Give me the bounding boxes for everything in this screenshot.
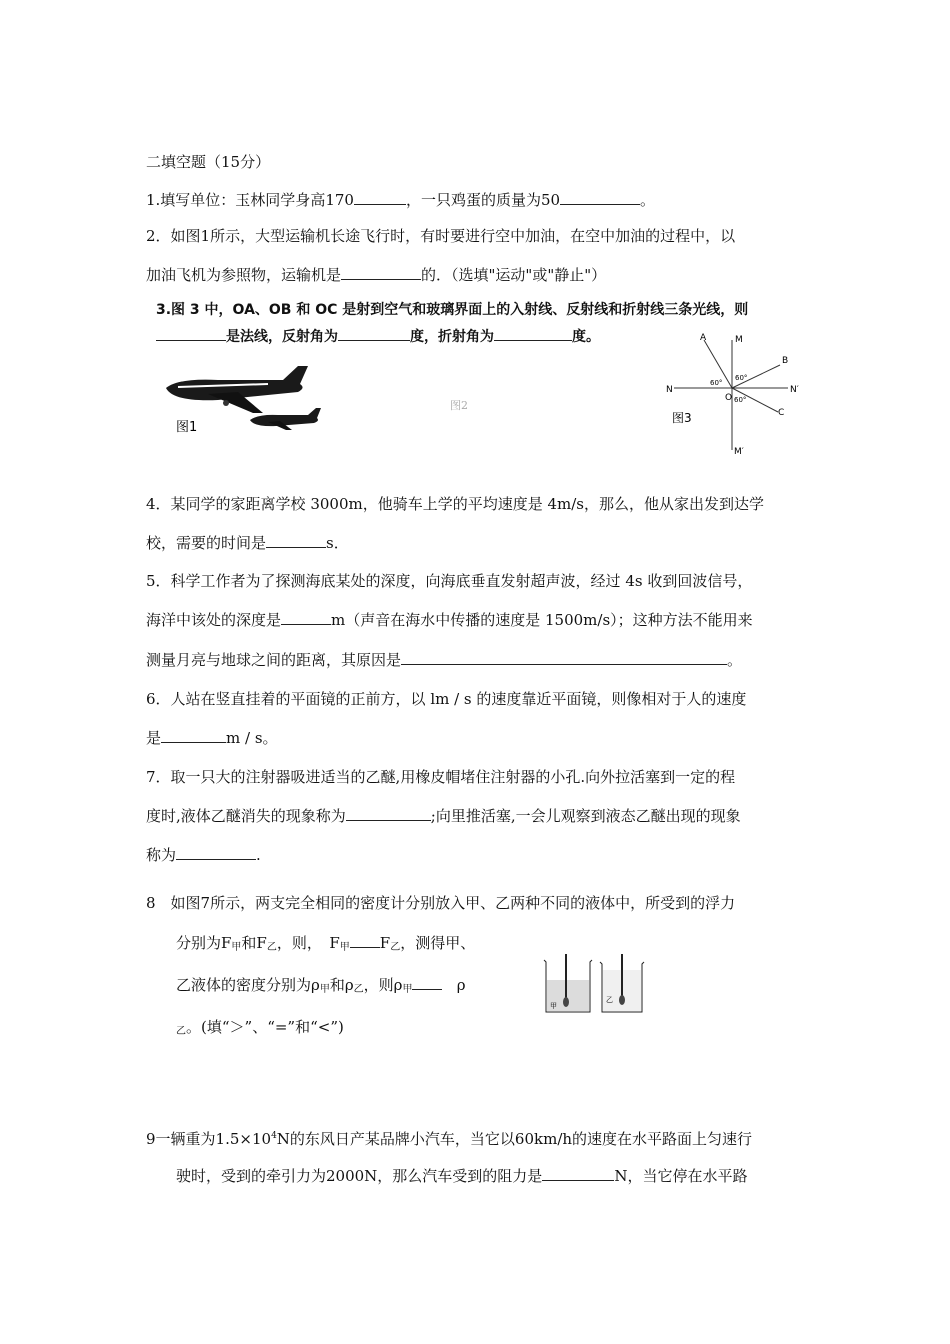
- answer-blank[interactable]: [412, 975, 442, 990]
- question-2-line-1: 2．如图1所示，大型运输机长途飞行时，有时要进行空中加油，在空中加油的过程中，以: [146, 227, 736, 245]
- question-9-line-1: 9一辆重为$1.5\times 10^4N$的东风日产某品牌小汽车，当它以60km/h的速度在水平路面上匀速行: [146, 1130, 753, 1148]
- question-8-line-1: 8 如图7所示，两支完全相同的密度计分别放入甲、乙两种不同的液体中，所受到的浮力: [146, 894, 736, 912]
- question-3-line-1: 3.图 3 中，OA、OB 和 OC 是射到空气和玻璃界面上的入射线、反射线和折射线三条光线，则: [156, 302, 749, 318]
- svg-text:A: A: [700, 333, 707, 343]
- question-1: 1.填写单位：玉林同学身高170 ，一只鸡蛋的质量为50 。: [146, 191, 656, 209]
- question-8-line-4: $_乙$。(填“＞”、“=”和“<”): [176, 1018, 344, 1037]
- answer-blank[interactable]: [176, 845, 256, 860]
- figure-3-label: 图3: [672, 411, 692, 425]
- svg-text:O: O: [725, 393, 733, 403]
- answer-blank[interactable]: [494, 326, 572, 341]
- section-title: 二填空题（15分）: [146, 153, 271, 171]
- question-2-line-2: 加油飞机为参照物，运输机是 的．（选填"运动"或"静止"）: [146, 266, 607, 284]
- question-8-line-3: 乙液体的密度分别为$\rho_甲$和$\rho_乙$，则$\rho_甲$ ρ: [176, 976, 466, 995]
- question-5-line-3: 测量月亮与地球之间的距离，其原因是 。: [146, 651, 743, 669]
- answer-blank[interactable]: [338, 326, 410, 341]
- answer-blank[interactable]: [281, 610, 331, 625]
- question-7-line-2: 度时,液体乙醚消失的现象称为 ;向里推活塞,一会儿观察到液态乙醚出现的现象: [146, 807, 741, 825]
- svg-text:60°: 60°: [710, 379, 723, 387]
- svg-text:M: M: [735, 335, 743, 345]
- question-4-line-2: 校，需要的时间是 s．: [146, 534, 349, 552]
- svg-text:B: B: [782, 356, 789, 366]
- svg-text:M′: M′: [734, 447, 744, 457]
- answer-blank[interactable]: [156, 326, 226, 341]
- answer-blank[interactable]: [341, 265, 421, 280]
- question-8-line-2: 分别为$F_甲$和$F_乙$，则， $F_甲$ $F_乙$，测得甲、: [176, 934, 476, 953]
- answer-blank[interactable]: [161, 728, 226, 743]
- figure-7-beakers: [538, 950, 658, 1020]
- svg-text:甲: 甲: [550, 1002, 557, 1010]
- question-4-line-1: 4．某同学的家距离学校 3000m，他骑车上学的平均速度是 4m/s，那么，他从家出发到达学: [146, 495, 764, 513]
- question-5-line-2: 海洋中该处的深度是 m（声音在海水中传播的速度是 1500m/s）；这种方法不能用来: [146, 611, 753, 629]
- svg-text:N′: N′: [790, 385, 799, 395]
- svg-text:60°: 60°: [734, 396, 747, 404]
- answer-blank[interactable]: [346, 806, 431, 821]
- question-6-line-1: 6．人站在竖直挂着的平面镜的正前方，以 lm / s 的速度靠近平面镜，则像相对于人的速度: [146, 690, 747, 708]
- question-5-line-1: 5．科学工作者为了探测海底某处的深度，向海底垂直发射超声波，经过 4s 收到回波信号，: [146, 572, 753, 590]
- question-3-line-2: 是法线，反射角为 度，折射角为 度。: [156, 326, 600, 347]
- answer-blank[interactable]: [350, 933, 380, 948]
- answer-blank[interactable]: [401, 650, 727, 665]
- figure-3-light-rays: [660, 330, 810, 458]
- figure-1-airplanes: [158, 358, 328, 443]
- answer-blank[interactable]: [354, 190, 406, 205]
- figure-2-label: 图2: [450, 399, 468, 412]
- question-9-line-2: 驶时，受到的牵引力为2000N，那么汽车受到的阻力是 N，当它停在水平路: [176, 1167, 748, 1185]
- svg-text:C: C: [778, 408, 785, 418]
- answer-blank[interactable]: [266, 533, 326, 548]
- svg-text:60°: 60°: [735, 374, 748, 382]
- figure-1-label: 图1: [176, 420, 198, 435]
- question-7-line-1: 7．取一只大的注射器吸进适当的乙醚,用橡皮帽堵住注射器的小孔.向外拉活塞到一定的程: [146, 768, 736, 786]
- answer-blank[interactable]: [560, 190, 640, 205]
- question-6-line-2: 是 m / s。: [146, 729, 278, 747]
- svg-text:N: N: [666, 385, 673, 395]
- svg-text:乙: 乙: [606, 996, 613, 1004]
- question-7-line-3: 称为 .: [146, 846, 261, 864]
- answer-blank[interactable]: [542, 1166, 614, 1181]
